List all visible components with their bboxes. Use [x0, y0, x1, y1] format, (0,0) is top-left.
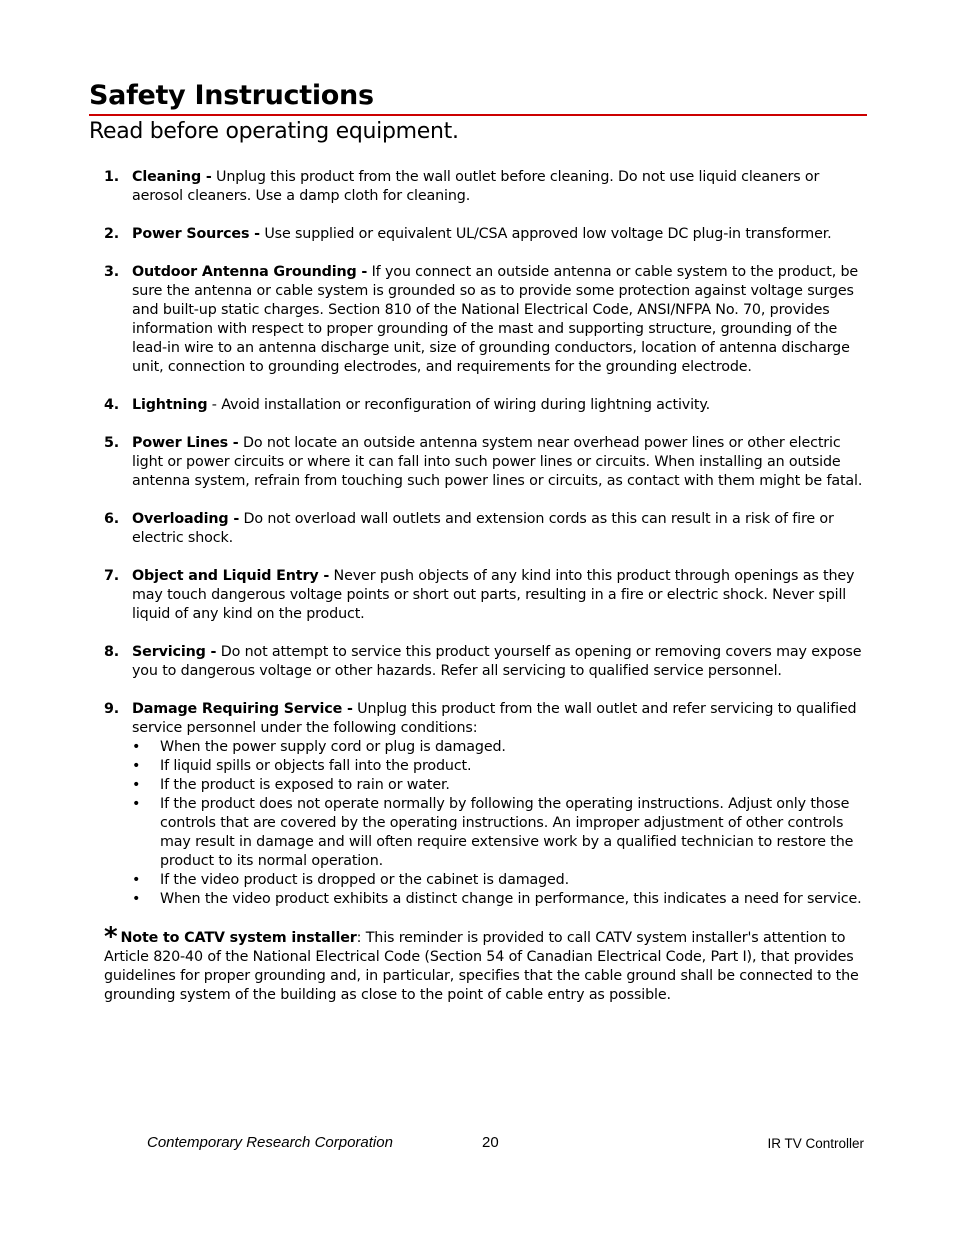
safety-item-object-liquid-entry: [104, 567, 868, 624]
item-number: 9.: [104, 701, 120, 717]
item-number: 7.: [104, 568, 120, 584]
item-text: Use supplied or equivalent UL/CSA approved low voltage DC plug-in transformer.: [259, 226, 832, 242]
footer-product: IR TV Controller: [767, 1136, 864, 1151]
footer-page-number: 20: [482, 1134, 499, 1151]
item-number: 5.: [104, 435, 120, 451]
safety-item-power-lines: [104, 434, 868, 491]
item-number: 2.: [104, 226, 120, 242]
item-title: Object and Liquid Entry -: [132, 568, 330, 584]
item-title: Overloading -: [132, 511, 240, 527]
safety-instructions-list: [104, 168, 868, 909]
page-subtitle: Read before operating equipment.: [89, 119, 459, 144]
item-title: Damage Requiring Service -: [132, 701, 353, 717]
page-title: Safety Instructions: [89, 80, 374, 111]
safety-item-power-sources: [104, 225, 868, 244]
item-text: Do not locate an outside antenna system near overhead power lines or other electric light or power circuits or where it can fall into such power lines or circuits. When installing an outside antenna system, refrain from touching such power lines or circuits, as contact with them might be fatal.: [132, 435, 863, 489]
safety-content: [104, 168, 868, 1005]
condition-item: • When the video product exhibits a distinct change in performance, this indicates a need for service.: [132, 890, 868, 909]
condition-item: • If liquid spills or objects fall into the product.: [132, 757, 868, 776]
catv-installer-note: [104, 922, 868, 1005]
item-number: 4.: [104, 397, 120, 413]
safety-item-cleaning: [104, 168, 868, 206]
item-title: Power Sources -: [132, 226, 260, 242]
footer-company: Contemporary Research Corporation: [147, 1134, 393, 1151]
item-title: Outdoor Antenna Grounding -: [132, 264, 368, 280]
safety-item-lightning: [104, 396, 868, 415]
item-number: 1.: [104, 169, 120, 185]
note-text: : This reminder is provided to call CATV system installer's attention to Article 820-40 of the National Electrical Code (Section 54 of Canadian Electrical Code, Part I), that provides guidelines for proper grounding and, in particular, specifies that the cable ground shall be connected to the grounding system of the building as close to the point of cable entry as possible.: [104, 930, 859, 1003]
item-number: 8.: [104, 644, 120, 660]
note-title: Note to CATV system installer: [120, 930, 357, 946]
item-text: Never push objects of any kind into this product through openings as they may touch dangerous voltage points or short out parts, resulting in a fire or electric shock. Never spill liquid of any kind on the product.: [132, 568, 855, 622]
safety-item-antenna-grounding: [104, 263, 868, 377]
service-conditions-list: [132, 738, 868, 909]
item-title: Servicing -: [132, 644, 217, 660]
safety-item-servicing: [104, 643, 868, 681]
item-text: Unplug this product from the wall outlet and refer servicing to qualified service personnel under the following conditions:: [132, 701, 857, 736]
condition-item: • When the power supply cord or plug is damaged.: [132, 738, 868, 757]
item-text: If you connect an outside antenna or cable system to the product, be sure the antenna or cable system is grounded so as to provide some protection against voltage surges and built-up static charges. Section 810 of the National Electrical Code, ANSI/NFPA No. 70, provides information with respect to proper grounding of the mast and supporting structure, grounding of the lead-in wire to an antenna discharge unit, size of grounding conductors, location of antenna discharge unit, connection to grounding electrodes, and requirements for the grounding electrode.: [132, 264, 859, 375]
item-title: Power Lines -: [132, 435, 239, 451]
safety-item-damage-requiring-service: [104, 700, 868, 909]
item-number: 6.: [104, 511, 120, 527]
asterisk-icon: *: [104, 922, 118, 952]
item-number: 3.: [104, 264, 120, 280]
item-text: Do not overload wall outlets and extension cords as this can result in a risk of fire or electric shock.: [132, 511, 834, 546]
item-title: Cleaning -: [132, 169, 212, 185]
condition-item: • If the product does not operate normally by following the operating instructions. Adjust only those controls that are covered by the operating instructions. An improper adjustment of other controls may result in damage and will often require extensive work by a qualified technician to restore the product to its normal operation.: [132, 795, 868, 871]
condition-item: • If the product is exposed to rain or water.: [132, 776, 868, 795]
condition-item: • If the video product is dropped or the cabinet is damaged.: [132, 871, 868, 890]
item-text: Do not attempt to service this product yourself as opening or removing covers may expose you to dangerous voltage or other hazards. Refer all servicing to qualified service personnel.: [132, 644, 862, 679]
item-title: Lightning: [132, 397, 208, 413]
safety-item-overloading: [104, 510, 868, 548]
item-text: Unplug this product from the wall outlet before cleaning. Do not use liquid cleaners or aerosol cleaners. Use a damp cloth for cleaning.: [132, 169, 820, 204]
item-text: - Avoid installation or reconfiguration of wiring during lightning activity.: [207, 397, 711, 413]
